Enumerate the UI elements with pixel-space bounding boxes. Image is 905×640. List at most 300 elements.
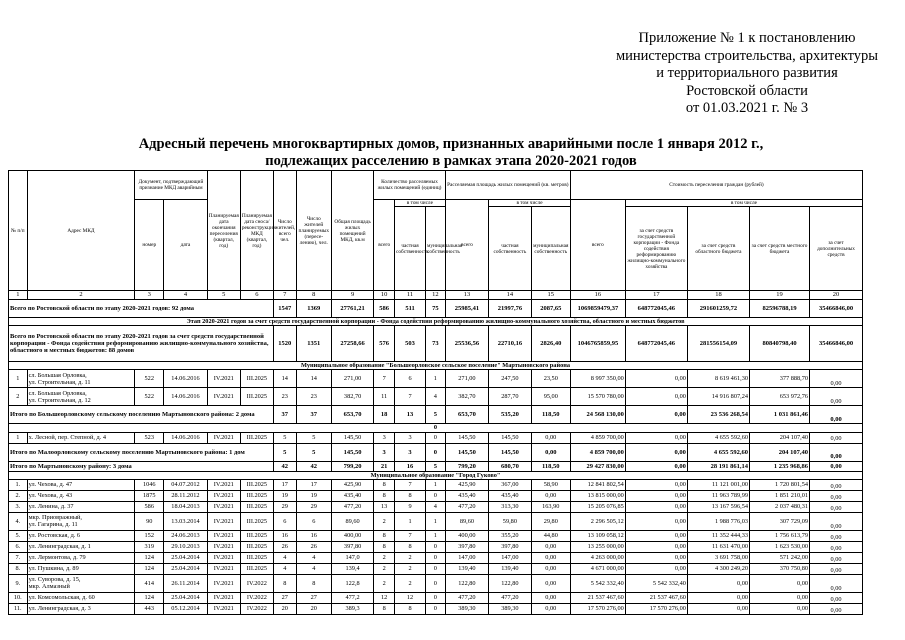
data-cell: 1 720 801,54 <box>750 479 810 490</box>
data-cell: 147,00 <box>445 552 488 563</box>
data-cell: 58,90 <box>531 479 570 490</box>
data-cell: 122,80 <box>489 574 531 592</box>
address-cell <box>27 563 135 574</box>
data-cell: 377 888,70 <box>750 370 810 388</box>
subtotal-cell: 0,00 <box>810 461 863 471</box>
header-num: № п/п <box>9 171 28 291</box>
data-cell: 19 <box>273 490 296 501</box>
data-cell: 95,00 <box>531 388 570 406</box>
table-row <box>9 490 863 501</box>
fund-total-cell: 73 <box>426 326 446 362</box>
header-cost-group: Стоимость переселения граждан (рублей) <box>570 171 862 200</box>
header-cost-total: всего <box>570 200 625 291</box>
data-cell: 307 729,09 <box>750 512 810 530</box>
subtotal-cell: 37 <box>273 406 296 424</box>
data-cell: 145,50 <box>445 432 488 443</box>
data-cell: IV.2021 <box>207 563 240 574</box>
subtotal-cell: 0 <box>426 443 446 461</box>
data-cell: 0,00 <box>625 563 687 574</box>
address-cell <box>27 501 135 512</box>
address-line: ул. Строительная, д. 12 <box>28 396 91 404</box>
data-cell: 523 <box>135 432 164 443</box>
data-cell: 397,80 <box>445 541 488 552</box>
data-cell: 13 <box>374 501 395 512</box>
data-cell: 20 <box>273 603 296 614</box>
subtotal-cell: 3 <box>395 443 426 461</box>
address-cell <box>27 370 135 388</box>
address-line: ул. Чехова, д. 47 <box>28 481 73 489</box>
total-cell: 82596788,19 <box>750 300 810 318</box>
data-cell: 0,00 <box>531 574 570 592</box>
data-cell: 4 300 249,20 <box>687 563 749 574</box>
subtotal-cell: 0,00 <box>810 443 863 461</box>
data-cell: 5 <box>273 432 296 443</box>
data-cell: 13 109 058,12 <box>570 530 625 541</box>
subtotal-cell: 24 568 130,00 <box>570 406 625 424</box>
address-cell <box>27 603 135 614</box>
data-cell: 0,00 <box>625 541 687 552</box>
address-line: ул. Ростовская, д. 6 <box>28 532 81 540</box>
fund-total-cell: 648772045,46 <box>625 326 687 362</box>
data-cell: 0,00 <box>625 552 687 563</box>
col-index: 12 <box>426 291 446 300</box>
data-cell: 21 537 467,60 <box>625 592 687 603</box>
data-cell: 124 <box>135 563 164 574</box>
data-cell: III.2025 <box>240 432 273 443</box>
header-area-incl: в том числе <box>489 200 571 207</box>
data-cell: IV.2021 <box>207 501 240 512</box>
data-cell: 0 <box>426 592 446 603</box>
subtotal-cell: 535,20 <box>489 406 531 424</box>
data-cell: 271,00 <box>445 370 488 388</box>
data-cell: 6 <box>273 512 296 530</box>
data-cell: 147,00 <box>489 552 531 563</box>
row-number-cell: 2. <box>9 490 28 501</box>
data-cell: 1 <box>426 370 446 388</box>
subtotal-cell: 5 <box>426 461 446 471</box>
address-line: ул. Ленинградская, д. 1 <box>28 543 91 551</box>
subtotal-cell: 799,20 <box>445 461 488 471</box>
data-cell: 0,00 <box>625 479 687 490</box>
data-cell: 653 972,76 <box>750 388 810 406</box>
data-cell: 8 <box>395 541 426 552</box>
appendix-line: Ростовской области <box>686 82 808 99</box>
appendix-header <box>612 30 882 118</box>
header-cost-fund: за счет средств государственной корпорации - Фонда содействия реформированию жилищно-коммунального хозяйства <box>625 207 687 291</box>
data-cell: IV.2021 <box>207 388 240 406</box>
appendix-line: от 01.03.2021 г. № 3 <box>685 100 809 116</box>
data-cell: 477,20 <box>445 501 488 512</box>
fund-total-cell: 2826,40 <box>531 326 570 362</box>
data-cell: 139,4 <box>331 563 373 574</box>
subtotal-cell: 204 107,40 <box>750 443 810 461</box>
data-cell: 147,0 <box>331 552 373 563</box>
data-cell: 2 <box>374 563 395 574</box>
subtotal-cell: 21 <box>374 461 395 471</box>
fund-total-cell: 503 <box>395 326 426 362</box>
subtotal-cell: 18 <box>374 406 395 424</box>
data-cell: 89,60 <box>445 512 488 530</box>
subtotal-cell: 653,70 <box>445 406 488 424</box>
data-cell: 29,80 <box>531 512 570 530</box>
address-cell <box>27 432 135 443</box>
data-cell: 17 <box>296 479 331 490</box>
data-cell: 0,00 <box>750 574 810 592</box>
data-cell: IV.2021 <box>207 432 240 443</box>
header-address: Адрес МКД <box>27 171 135 291</box>
subtotal-cell: 42 <box>273 461 296 471</box>
subtotal-label: Итого по Мартыновскому району: 3 дома <box>9 461 274 471</box>
data-cell: 27 <box>296 592 331 603</box>
data-cell: 26 <box>296 541 331 552</box>
fund-total-cell: 1046765859,95 <box>570 326 625 362</box>
data-cell: 6 <box>395 370 426 388</box>
data-cell: 14 <box>273 370 296 388</box>
data-cell: 0,00 <box>531 552 570 563</box>
subtotal-cell: 1 235 968,86 <box>750 461 810 471</box>
data-cell: 2 296 505,12 <box>570 512 625 530</box>
data-cell: 435,40 <box>489 490 531 501</box>
table-row <box>9 574 863 592</box>
subtotal-cell: 118,50 <box>531 461 570 471</box>
data-cell: 400,00 <box>331 530 373 541</box>
data-cell: III.2025 <box>240 512 273 530</box>
data-cell: III.2025 <box>240 490 273 501</box>
data-cell: 122,8 <box>331 574 373 592</box>
data-cell: 4 <box>296 552 331 563</box>
data-cell: 145,50 <box>331 432 373 443</box>
subtotal-cell: 4 859 700,00 <box>570 443 625 461</box>
address-line: ул. Ленинградская, д. 3 <box>28 605 91 613</box>
data-cell: 16 <box>273 530 296 541</box>
subtotal-cell: 5 <box>426 406 446 424</box>
address-line: ул. Суворова, д. 15, <box>28 576 81 584</box>
data-cell: 5 542 332,40 <box>625 574 687 592</box>
data-cell: 522 <box>135 388 164 406</box>
data-cell: 0,00 <box>810 388 863 406</box>
data-cell: III.2025 <box>240 501 273 512</box>
data-cell: 0,00 <box>531 432 570 443</box>
data-cell: 124 <box>135 552 164 563</box>
header-area-private: частная собственность <box>489 207 531 291</box>
data-cell: IV.2022 <box>240 574 273 592</box>
header-cost-local: за счет средств местного бюджета <box>750 207 810 291</box>
row-number-cell: 6. <box>9 541 28 552</box>
data-cell: 0 <box>426 432 446 443</box>
address-line: ул. Пушкина, д. 89 <box>28 565 79 573</box>
total-label: Всего по Ростовской области по этапу 2020-2021 годов: 92 дома <box>9 300 274 318</box>
data-cell: 2 <box>395 563 426 574</box>
data-cell: 204 107,40 <box>750 432 810 443</box>
total-cell: 511 <box>395 300 426 318</box>
data-cell: 477,20 <box>445 592 488 603</box>
appendix-line: Приложение № 1 к постановлению <box>638 30 856 46</box>
address-line: ул. Ленина, д. 37 <box>28 503 74 511</box>
data-cell: 1 988 776,03 <box>687 512 749 530</box>
data-cell: 0,00 <box>750 603 810 614</box>
col-index: 6 <box>240 291 273 300</box>
column-index-row <box>9 291 863 300</box>
data-cell: 3 <box>374 432 395 443</box>
data-cell: 23,50 <box>531 370 570 388</box>
data-cell: IV.2021 <box>207 370 240 388</box>
data-cell: 1 623 530,00 <box>750 541 810 552</box>
table-row <box>9 530 863 541</box>
data-cell: 0,00 <box>687 603 749 614</box>
data-cell: 8 <box>296 574 331 592</box>
data-cell: 3 691 758,00 <box>687 552 749 563</box>
data-cell: 2 <box>374 574 395 592</box>
subtotal-cell: 145,50 <box>489 443 531 461</box>
total-cell: 21997,76 <box>489 300 531 318</box>
data-cell: 14.06.2016 <box>164 388 207 406</box>
address-line: ул. Гагарина, д. 11 <box>28 521 78 529</box>
total-cell: 25985,41 <box>445 300 488 318</box>
data-cell: 0,00 <box>625 490 687 501</box>
col-index: 9 <box>331 291 373 300</box>
data-cell: IV.2021 <box>207 530 240 541</box>
address-cell <box>27 574 135 592</box>
data-cell: III.2025 <box>240 541 273 552</box>
address-line: ул. Чехова, д. 43 <box>28 492 73 500</box>
table-row <box>9 512 863 530</box>
header-cost-extra: за счет дополнительных средств <box>810 207 863 291</box>
data-cell: 0,00 <box>531 490 570 501</box>
data-cell: IV.2021 <box>207 552 240 563</box>
district-total-row <box>9 461 863 471</box>
data-cell: 15 570 780,00 <box>570 388 625 406</box>
subtotal-cell: 0,00 <box>625 443 687 461</box>
col-index: 4 <box>164 291 207 300</box>
data-cell: 1 <box>426 512 446 530</box>
data-cell: 4 <box>426 388 446 406</box>
data-cell: 14 <box>296 370 331 388</box>
row-number-cell: 1 <box>9 370 28 388</box>
data-cell: 0,00 <box>810 479 863 490</box>
data-cell: 152 <box>135 530 164 541</box>
data-cell: 14.06.2016 <box>164 432 207 443</box>
header-cost-incl: в том числе <box>625 200 862 207</box>
data-cell: 17 <box>273 479 296 490</box>
data-cell: 11 352 444,33 <box>687 530 749 541</box>
title-line: Адресный перечень многоквартирных домов, признанных аварийными после 1 января 2012 г., <box>138 136 764 152</box>
data-cell: 397,80 <box>331 541 373 552</box>
data-cell: IV.2021 <box>207 512 240 530</box>
subtotal-label: Итого по Большеорловскому сельскому поселению Мартыновского района: 2 дома <box>9 406 274 424</box>
data-cell: 0,00 <box>810 530 863 541</box>
data-cell: 0,00 <box>810 603 863 614</box>
data-cell: 4 <box>273 552 296 563</box>
col-index: 18 <box>687 291 749 300</box>
data-cell: 2 <box>374 512 395 530</box>
data-cell: 477,2 <box>331 592 373 603</box>
data-cell: III.2025 <box>240 479 273 490</box>
header-planned-demolition: Планируемая дата сноса/реконструкции МКД (квартал, год) <box>240 171 273 291</box>
appendix-line: и территориального развития <box>656 65 838 81</box>
data-cell: 0,00 <box>750 592 810 603</box>
total-cell: 1369 <box>296 300 331 318</box>
data-cell: 0,00 <box>531 592 570 603</box>
row-number-cell: 2 <box>9 388 28 406</box>
data-cell: 414 <box>135 574 164 592</box>
fund-total-cell: 1520 <box>273 326 296 362</box>
data-cell: 0 <box>426 563 446 574</box>
table-row <box>9 479 863 490</box>
col-index: 1 <box>9 291 28 300</box>
row-number-cell: 4. <box>9 512 28 530</box>
data-cell: III.2025 <box>240 530 273 541</box>
data-cell: 1 756 613,79 <box>750 530 810 541</box>
subtotal-cell: 5 <box>273 443 296 461</box>
header-cost-regional: за счет средств областного бюджета <box>687 207 749 291</box>
data-cell: 8 <box>395 490 426 501</box>
data-cell: 23 <box>273 388 296 406</box>
data-cell: 370 750,80 <box>750 563 810 574</box>
data-cell: 0,00 <box>687 592 749 603</box>
data-cell: 5 <box>296 432 331 443</box>
data-cell: 0,00 <box>625 432 687 443</box>
subtotal-cell: 0,00 <box>625 461 687 471</box>
data-cell: 7 <box>395 479 426 490</box>
data-cell: 2 <box>395 552 426 563</box>
data-cell: 389,30 <box>445 603 488 614</box>
data-cell: 1 851 210,01 <box>750 490 810 501</box>
subtotal-cell: 1 031 861,46 <box>750 406 810 424</box>
data-cell: IV.2021 <box>207 574 240 592</box>
data-cell: 90 <box>135 512 164 530</box>
data-cell: 44,80 <box>531 530 570 541</box>
col-index: 20 <box>810 291 863 300</box>
fund-total-label: Всего по Ростовской области по этапу 2020-2021 годов за счет средств государственной корпорации - Фонда содействия реформированию жилищно-коммунального хозяйства, областного и местных бюджетов: 88 домов <box>9 326 274 362</box>
data-cell: 26.11.2014 <box>164 574 207 592</box>
data-cell: 0,00 <box>531 603 570 614</box>
data-cell: 4 <box>273 563 296 574</box>
data-cell: 0,00 <box>625 370 687 388</box>
data-cell: 0,00 <box>810 512 863 530</box>
subtotal-cell: 3 <box>374 443 395 461</box>
total-cell: 1547 <box>273 300 296 318</box>
data-cell: 1046 <box>135 479 164 490</box>
data-cell: 8 <box>374 479 395 490</box>
table-row <box>9 603 863 614</box>
table-row <box>9 541 863 552</box>
data-cell: IV.2021 <box>207 592 240 603</box>
address-cell <box>27 541 135 552</box>
municipality-section-row <box>9 471 863 479</box>
subtotal-cell: 23 536 268,54 <box>687 406 749 424</box>
data-cell: 11 121 001,00 <box>687 479 749 490</box>
data-cell: 0,00 <box>810 432 863 443</box>
data-cell: 0,00 <box>687 574 749 592</box>
data-cell: 435,40 <box>331 490 373 501</box>
subtotal-cell: 118,50 <box>531 406 570 424</box>
data-cell: 425,90 <box>445 479 488 490</box>
col-index: 13 <box>445 291 488 300</box>
data-cell: 8 <box>374 603 395 614</box>
table-row <box>9 432 863 443</box>
data-cell: 17 570 276,00 <box>570 603 625 614</box>
subtotal-cell: 28 191 861,14 <box>687 461 749 471</box>
data-cell: 287,70 <box>489 388 531 406</box>
header-rooms-group: Количество расселяемых жилых помещений (единиц) <box>374 171 445 200</box>
data-cell: 271,00 <box>331 370 373 388</box>
col-index: 7 <box>273 291 296 300</box>
data-cell: 26 <box>273 541 296 552</box>
data-cell: 59,80 <box>489 512 531 530</box>
total-cell: 648772045,46 <box>625 300 687 318</box>
subtotal-cell: 5 <box>296 443 331 461</box>
row-number-cell: 1. <box>9 479 28 490</box>
subtotal-cell: 29 427 830,00 <box>570 461 625 471</box>
fund-total-cell: 25536,56 <box>445 326 488 362</box>
address-cell <box>27 512 135 530</box>
data-cell: 27 <box>273 592 296 603</box>
data-cell: 5 542 332,40 <box>570 574 625 592</box>
data-cell: 163,90 <box>531 501 570 512</box>
subtotal-cell: 653,70 <box>331 406 373 424</box>
fund-total-cell: 22710,16 <box>489 326 531 362</box>
col-index: 2 <box>27 291 135 300</box>
total-cell: 2087,65 <box>531 300 570 318</box>
fund-section-title: Этап 2020-2021 годов за счет средств государственной корпорации - Фонда содействия реформированию жилищно-коммунального хозяйства, областного и местных бюджетов <box>9 318 863 326</box>
subtotal-cell: 0,00 <box>531 443 570 461</box>
row-number-cell: 7. <box>9 552 28 563</box>
data-cell: 0,00 <box>810 490 863 501</box>
table-row <box>9 563 863 574</box>
data-cell: 13 815 000,00 <box>570 490 625 501</box>
data-cell: 12 <box>395 592 426 603</box>
municipality-title: Муниципальное образование "Большеорловское сельское поселение" Мартыновского района <box>9 362 863 370</box>
data-cell: 586 <box>135 501 164 512</box>
municipality-section-row <box>9 424 863 432</box>
data-cell: 0,00 <box>531 541 570 552</box>
header-doc-group: Документ, подтверждающий признание МКД аварийным <box>135 171 207 200</box>
header-area-municipal: муниципальная собственность <box>531 207 570 291</box>
data-cell: 05.12.2014 <box>164 603 207 614</box>
data-cell: 9 <box>395 501 426 512</box>
data-cell: 477,20 <box>489 592 531 603</box>
fund-total-cell: 1351 <box>296 326 331 362</box>
address-line: ул. Строительная, д. 11 <box>28 378 91 386</box>
data-cell: III.2025 <box>240 388 273 406</box>
subtotal-cell: 4 655 592,60 <box>687 443 749 461</box>
fund-section-row <box>9 318 863 326</box>
data-cell: 89,60 <box>331 512 373 530</box>
row-number-cell: 9. <box>9 574 28 592</box>
data-cell: 7 <box>395 530 426 541</box>
address-cell <box>27 530 135 541</box>
header-rooms-municipal: муниципальная собственность <box>426 207 446 291</box>
register-table <box>8 170 863 615</box>
data-cell: 1875 <box>135 490 164 501</box>
data-cell: 0 <box>426 603 446 614</box>
header-area-group: Расселяемая площадь жилых помещений (кв. метров) <box>445 171 570 200</box>
address-line: мкр. Алмазный <box>28 583 70 591</box>
data-cell: 367,00 <box>489 479 531 490</box>
data-cell: 2 <box>395 574 426 592</box>
address-cell <box>27 552 135 563</box>
address-cell <box>27 388 135 406</box>
data-cell: 13.03.2014 <box>164 512 207 530</box>
row-number-cell: 3. <box>9 501 28 512</box>
subtotal-cell: 0,00 <box>810 406 863 424</box>
data-cell: 8 <box>374 490 395 501</box>
data-cell: 4 <box>426 501 446 512</box>
data-cell: 0,00 <box>810 370 863 388</box>
fund-total-row <box>9 326 863 362</box>
data-cell: 6 <box>296 512 331 530</box>
col-index: 5 <box>207 291 240 300</box>
